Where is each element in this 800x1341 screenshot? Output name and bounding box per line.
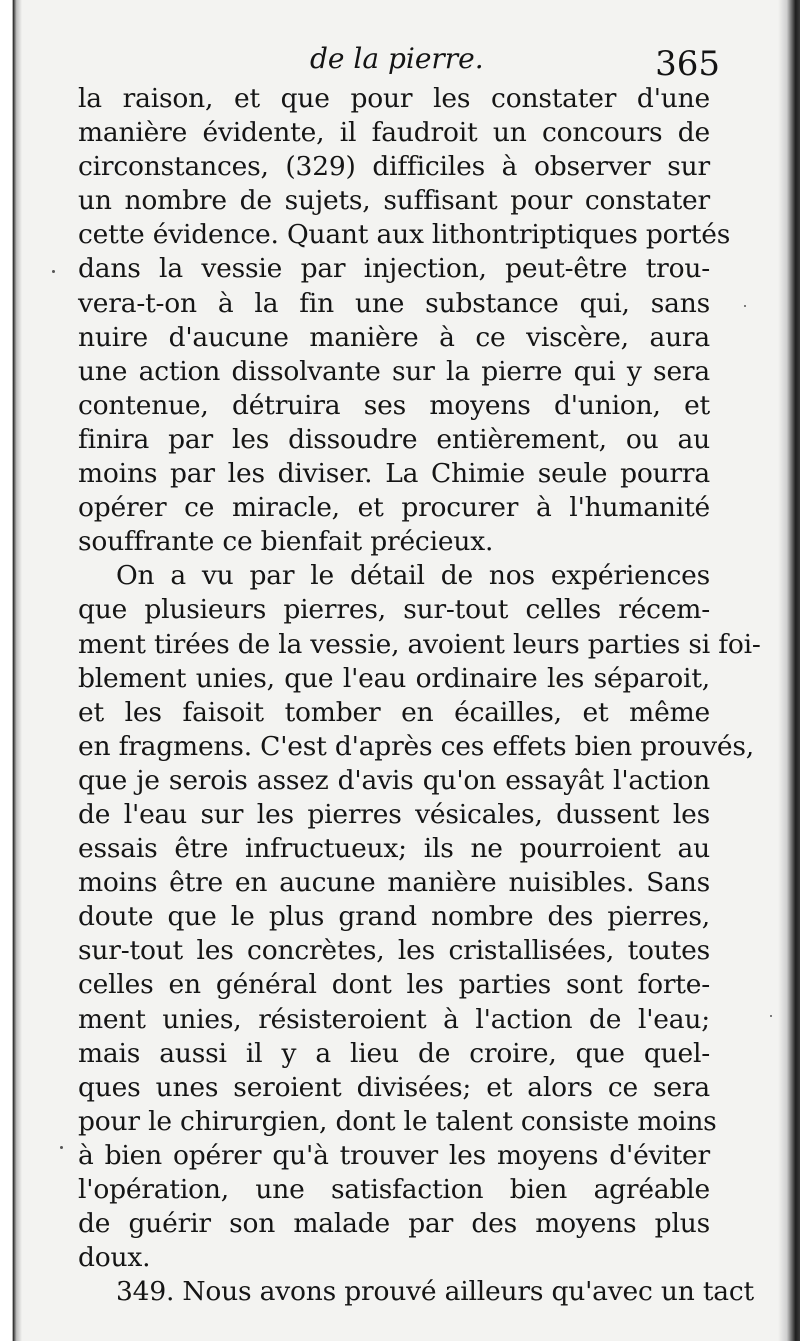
- text-line: opérer ce miracle, et procurer à l'humanité: [78, 492, 710, 524]
- text-line: de guérir son malade par des moyens plus: [78, 1208, 710, 1240]
- text-line: à bien opérer qu'à trouver les moyens d'éviter: [78, 1139, 710, 1171]
- text-line: circonstances, (329) difficiles à observer sur: [78, 151, 710, 183]
- text-line: On a vu par le détail de nos expériences: [116, 560, 710, 592]
- text-line: ques unes seroient divisées; et alors ce sera: [78, 1071, 710, 1103]
- text-line: 349. Nous avons prouvé ailleurs qu'avec un tact: [116, 1276, 754, 1308]
- text-line: que je serois assez d'avis qu'on essayât l'action: [78, 764, 710, 796]
- text-line: de l'eau sur les pierres vésicales, dussent les: [78, 798, 710, 830]
- text-line: manière évidente, il faudroit un concours de: [78, 117, 710, 149]
- text-line: nuire d'aucune manière à ce viscère, aura: [78, 321, 710, 353]
- text-body: [78, 82, 761, 1309]
- text-line: blement unies, que l'eau ordinaire les séparoit,: [78, 662, 710, 694]
- text-line: contenue, détruira ses moyens d'union, et: [78, 389, 710, 421]
- ink-speck: [744, 305, 746, 307]
- text-line: celles en général dont les parties sont forte-: [78, 969, 710, 1001]
- text-line: mais aussi il y a lieu de croire, que quel-: [78, 1037, 710, 1069]
- text-line: une action dissolvante sur la pierre qui y sera: [78, 355, 710, 387]
- text-line: en fragmens. C'est d'après ces effets bien prouvés,: [78, 730, 754, 762]
- text-line: pour le chirurgien, dont le talent consiste moins: [78, 1105, 717, 1137]
- text-line: sur-tout les concrètes, les cristallisées, toutes: [78, 935, 710, 967]
- text-line: vera-t-on à la fin une substance qui, sans: [78, 287, 710, 319]
- text-line: la raison, et que pour les constater d'une: [78, 83, 710, 114]
- running-head: de la pierre.: [310, 42, 484, 75]
- text-line: ment unies, résisteroient à l'action de l'eau;: [78, 1003, 710, 1035]
- text-line: essais être infructueux; ils ne pourroient au: [78, 833, 710, 865]
- text-line: finira par les dissoudre entièrement, ou au: [78, 423, 710, 455]
- page-right-shadow: [778, 0, 800, 1341]
- text-line: moins par les diviser. La Chimie seule pourra: [78, 458, 710, 490]
- ink-speck: [770, 1015, 772, 1017]
- text-line: ment tirées de la vessie, avoient leurs parties si foi-: [78, 628, 761, 660]
- text-line: cette évidence. Quant aux lithontriptiques portés: [78, 219, 731, 251]
- text-line: et les faisoit tomber en écailles, et même: [78, 696, 710, 728]
- ink-speck: [52, 270, 55, 273]
- text-line: doute que le plus grand nombre des pierres,: [78, 901, 710, 933]
- text-line: moins être en aucune manière nuisibles. Sans: [78, 867, 710, 899]
- ink-speck: [60, 1146, 63, 1149]
- page-left-shadow: [0, 0, 22, 1341]
- text-line: doux.: [78, 1242, 151, 1274]
- page-number: 365: [655, 44, 720, 84]
- text-line: un nombre de sujets, suffisant pour constater: [78, 185, 710, 217]
- text-line: l'opération, une satisfaction bien agréable: [78, 1174, 710, 1205]
- text-line: souffrante ce bienfait précieux.: [78, 526, 494, 558]
- text-line: que plusieurs pierres, sur-tout celles récem-: [78, 594, 710, 626]
- text-line: dans la vessie par injection, peut-être trou-: [78, 253, 710, 285]
